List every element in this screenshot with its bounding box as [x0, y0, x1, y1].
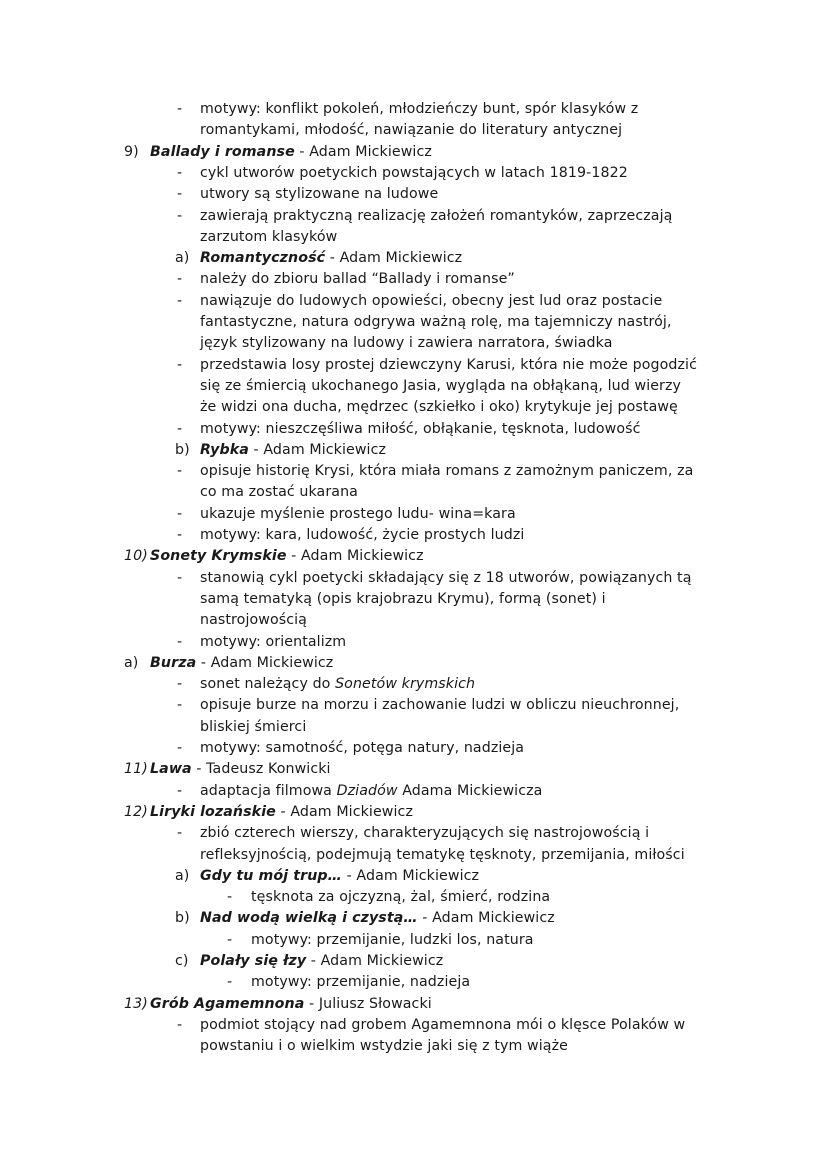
line-text — [200, 717, 306, 738]
bullet-dash: - — [177, 186, 183, 203]
bullet-dash: - — [177, 164, 183, 181]
line-text — [200, 99, 638, 120]
text-run: stanowią cykl poetycki składający się z 18 utworów, powiązanych tą — [200, 569, 692, 586]
heading-text — [200, 440, 386, 461]
bullet-line — [0, 781, 828, 802]
section-heading — [0, 653, 828, 674]
line-text — [200, 632, 346, 653]
line-text — [200, 419, 641, 440]
text-run: motywy: samotność, potęga natury, nadzieja — [200, 740, 525, 756]
continuation-line — [0, 589, 828, 610]
bullet-dash: - — [177, 505, 183, 522]
text-run: należy do zbioru ballad “Ballady i romanse” — [200, 271, 515, 288]
bullet-line — [0, 355, 828, 376]
line-text — [200, 333, 613, 354]
line-text — [200, 227, 337, 248]
text-run: motywy: przemijanie, ludzki los, natura — [251, 931, 534, 948]
text-run: nawiązuje do ludowych opowieści, obecny jest lud oraz postacie — [200, 292, 663, 309]
continuation-line — [0, 717, 828, 738]
heading-text — [200, 951, 443, 972]
bullet-line — [0, 887, 828, 908]
work-title: Lawa — [150, 761, 192, 778]
bullet-dash: - — [177, 420, 183, 437]
continuation-line — [0, 376, 828, 397]
bullet-dash: - — [177, 101, 183, 117]
continuation-line — [0, 1036, 828, 1057]
bullet-dash: - — [177, 569, 183, 586]
heading-text — [200, 908, 555, 929]
text-run: przedstawia losy prostej dziewczyny Karusi, która nie może pogodzić — [200, 356, 697, 373]
text-run: co ma zostać ukarana — [200, 484, 358, 501]
bullet-dash: - — [177, 292, 183, 309]
subsection-heading — [0, 951, 828, 972]
text-run: motywy: nieszczęśliwa miłość, obłąkanie, tęsknota, ludowość — [200, 420, 641, 437]
bullet-line — [0, 525, 828, 546]
continuation-line — [0, 333, 828, 354]
heading-text — [150, 546, 424, 567]
work-author: - Juliusz Słowacki — [304, 995, 432, 1012]
heading-text — [200, 248, 462, 269]
line-text — [200, 823, 649, 844]
work-author: - Adam Mickiewicz — [196, 654, 334, 671]
line-text — [251, 930, 534, 951]
bullet-dash: - — [177, 697, 183, 714]
continuation-line — [0, 312, 828, 333]
line-text — [251, 887, 550, 908]
text-run: motywy: konflikt pokoleń, młodzieńczy bunt, spór klasyków z — [200, 101, 639, 117]
italic-title: Sonetów krymskich — [335, 676, 476, 693]
bullet-dash: - — [177, 527, 183, 543]
bullet-line — [0, 206, 828, 227]
item-number: 12) — [124, 803, 148, 820]
section-heading — [0, 546, 828, 567]
line-text — [200, 482, 358, 503]
work-title: Rybka — [200, 441, 249, 458]
work-title: Nad wodą wielką i czystą… — [200, 910, 418, 927]
item-number: c) — [175, 953, 189, 969]
bullet-dash: - — [177, 463, 183, 480]
text-run: sonet należący do — [200, 676, 336, 693]
bullet-line — [0, 738, 828, 759]
text-run: motywy: przemijanie, nadzieja — [251, 974, 471, 991]
bullet-line — [0, 184, 828, 205]
work-title: Burza — [150, 654, 197, 671]
bullet-line — [0, 291, 828, 312]
bullet-dash: - — [177, 207, 183, 224]
item-number: 10) — [124, 548, 148, 565]
subsection-heading — [0, 866, 828, 887]
continuation-line — [0, 227, 828, 248]
text-run: fantastyczne, natura odgrywa ważną rolę, ma tajemniczy nastrój, — [200, 314, 672, 330]
work-author: - Adam Mickiewicz — [294, 143, 432, 160]
item-number: a) — [175, 250, 190, 267]
bullet-line — [0, 695, 828, 716]
line-text — [200, 781, 542, 802]
line-text — [200, 845, 685, 866]
line-text — [200, 1015, 685, 1036]
heading-text — [150, 142, 432, 163]
text-run: nastrojowością — [200, 612, 307, 629]
heading-text — [150, 759, 331, 780]
line-text — [200, 525, 524, 546]
bullet-line — [0, 930, 828, 951]
section-heading — [0, 994, 828, 1015]
line-text — [200, 461, 693, 482]
subsection-heading — [0, 908, 828, 929]
bullet-dash: - — [177, 271, 183, 288]
work-title: Romantyczność — [200, 250, 326, 267]
line-text — [200, 120, 622, 141]
subsection-heading — [0, 440, 828, 461]
italic-title: Dziadów — [336, 782, 398, 799]
continuation-line — [0, 397, 828, 418]
work-author: - Adam Mickiewicz — [417, 910, 555, 927]
text-run: się ze śmiercią ukochanego Jasia, wygląda na obłąkaną, lud wierzy — [200, 377, 682, 394]
bullet-dash: - — [177, 633, 183, 650]
line-text — [200, 568, 692, 589]
work-author: - Adam Mickiewicz — [248, 441, 387, 458]
bullet-dash: - — [227, 931, 233, 948]
line-text — [200, 504, 516, 525]
text-run: Adama Mickiewicza — [397, 782, 543, 799]
heading-text — [200, 866, 479, 887]
section-heading — [0, 759, 828, 780]
bullet-line — [0, 972, 828, 993]
bullet-dash: - — [177, 740, 183, 756]
bullet-line — [0, 674, 828, 695]
bullet-line — [0, 419, 828, 440]
work-author: - Adam Mickiewicz — [275, 803, 413, 820]
text-run: język stylizowany na ludowy i zawiera narratora, świadka — [200, 335, 613, 352]
bullet-line — [0, 823, 828, 844]
item-number: 11) — [124, 761, 148, 778]
heading-text — [150, 994, 432, 1015]
section-heading — [0, 142, 828, 163]
bullet-line — [0, 1015, 828, 1036]
subsection-heading — [0, 248, 828, 269]
work-author: - Tadeusz Konwicki — [191, 761, 331, 778]
section-heading — [0, 802, 828, 823]
work-author: - Adam Mickiewicz — [306, 953, 444, 969]
line-text — [200, 589, 606, 610]
bullet-dash: - — [177, 676, 183, 693]
continuation-line — [0, 482, 828, 503]
text-run: utwory są stylizowane na ludowe — [200, 186, 439, 203]
line-text — [200, 1036, 568, 1057]
bullet-line — [0, 461, 828, 482]
line-text — [200, 397, 678, 418]
line-text — [200, 610, 307, 631]
text-run: opisuje historię Krysi, która miała romans z zamożnym paniczem, za — [200, 463, 694, 480]
work-title: Sonety Krymskie — [150, 548, 287, 565]
text-run: podmiot stojący nad grobem Agamemnona mói o klęsce Polaków w — [200, 1016, 686, 1033]
item-number: b) — [175, 910, 190, 927]
line-text — [200, 291, 662, 312]
line-text — [200, 355, 697, 376]
text-run: zarzutom klasyków — [200, 228, 338, 245]
line-text — [251, 972, 470, 993]
text-run: tęsknota za ojczyzną, żal, śmierć, rodzina — [251, 889, 551, 906]
work-author: - Adam Mickiewicz — [286, 548, 424, 565]
line-text — [200, 695, 679, 716]
text-run: adaptacja filmowa — [200, 782, 337, 799]
text-run: powstaniu i o wielkim wstydzie jaki się z tym wiąże — [200, 1038, 568, 1055]
work-title: Liryki lozańskie — [150, 803, 276, 820]
bullet-dash: - — [227, 974, 233, 991]
item-number: a) — [124, 654, 139, 671]
item-number: b) — [175, 441, 190, 458]
text-run: samą tematyką (opis krajobrazu Krymu), formą (sonet) i — [200, 590, 606, 607]
work-author: - Adam Mickiewicz — [341, 867, 480, 884]
bullet-dash: - — [177, 782, 183, 799]
bullet-line — [0, 99, 828, 120]
line-text — [200, 163, 628, 184]
continuation-line — [0, 610, 828, 631]
line-text — [200, 376, 681, 397]
line-text — [200, 312, 672, 333]
item-number: 13) — [124, 995, 148, 1012]
heading-text — [150, 802, 413, 823]
text-run: że widzi ona ducha, mędrzec (szkiełko i oko) krytykuje jej postawę — [200, 399, 678, 416]
bullet-line — [0, 269, 828, 290]
bullet-dash: - — [177, 356, 183, 373]
text-run: opisuje burze na morzu i zachowanie ludzi w obliczu nieuchronnej, — [200, 697, 680, 714]
work-title: Ballady i romanse — [150, 143, 295, 160]
text-run: zawierają praktyczną realizację założeń romantyków, zaprzeczają — [200, 207, 673, 224]
line-text — [200, 269, 515, 290]
work-title: Polały się łzy — [200, 953, 307, 969]
line-text — [200, 184, 438, 205]
bullet-dash: - — [227, 889, 233, 906]
text-run: romantykami, młodość, nawiązanie do literatury antycznej — [200, 122, 623, 139]
bullet-line — [0, 163, 828, 184]
text-run: refleksyjnością, podejmują tematykę tęsknoty, przemijania, miłości — [200, 846, 685, 863]
work-author: - Adam Mickiewicz — [325, 250, 463, 267]
text-run: motywy: orientalizm — [200, 633, 347, 650]
text-run: zbió czterech wierszy, charakteryzujących się nastrojowością i — [200, 825, 650, 842]
item-number: a) — [175, 867, 190, 884]
continuation-line — [0, 845, 828, 866]
bullet-line — [0, 632, 828, 653]
line-text — [200, 674, 475, 695]
bullet-dash: - — [177, 1016, 183, 1033]
bullet-line — [0, 568, 828, 589]
bullet-dash: - — [177, 825, 183, 842]
text-run: bliskiej śmierci — [200, 718, 307, 735]
heading-text — [150, 653, 333, 674]
work-title: Gdy tu mój trup… — [200, 867, 342, 884]
text-run: ukazuje myślenie prostego ludu- wina=kara — [200, 505, 516, 522]
line-text — [200, 206, 672, 227]
continuation-line — [0, 120, 828, 141]
line-text — [200, 738, 524, 759]
work-title: Grób Agamemnona — [150, 995, 305, 1012]
text-run: motywy: kara, ludowość, życie prostych ludzi — [200, 527, 525, 543]
bullet-line — [0, 504, 828, 525]
item-number: 9) — [124, 143, 139, 160]
text-run: cykl utworów poetyckich powstających w latach 1819-1822 — [200, 164, 628, 181]
